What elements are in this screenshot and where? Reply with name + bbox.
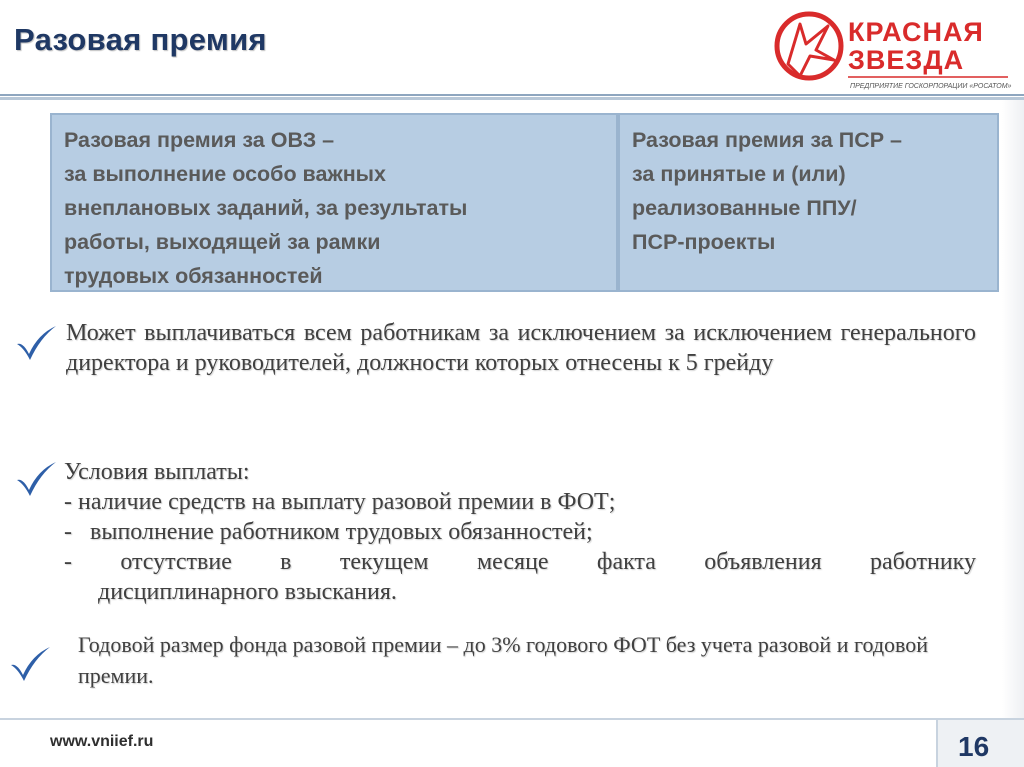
footer-divider [0,718,1024,720]
bullet-conditions [64,457,976,607]
condition-item: - наличие средств на выплату разовой премии в ФОТ; [64,489,616,515]
header-divider [0,97,1024,100]
logo-ring [777,14,841,78]
ovz-line: трудовых обязанностей [64,264,323,288]
condition-item: - выполнение работником трудовых обязанностей; [64,519,593,545]
condition-item: - отсутствие в текущем месяце факта объявления работнику [64,549,976,575]
krasnaya-zvezda-logo [770,6,1020,98]
checkmark-icon [8,643,52,683]
bullet-fund-size: Годовой размер фонда разовой премии – до 3% годового ФОТ без учета разовой и годовой премии. [78,632,929,688]
psr-line: ПСР-проекты [632,230,776,254]
psr-line: реализованные ППУ/ [632,196,857,220]
logo-tagline: ПРЕДПРИЯТИЕ ГОСКОРПОРАЦИИ «РОСАТОМ» [850,83,1012,90]
ovz-line: внеплановых заданий, за результаты [64,196,468,220]
ovz-line: за выполнение особо важных [64,162,386,186]
logo-text-line1: КРАСНАЯ [848,17,984,47]
psr-line: Разовая премия за ПСР – [632,128,902,152]
ovz-bonus-box [50,113,618,292]
footer-url[interactable]: www.vniief.ru [50,733,154,750]
logo-text-line2: ЗВЕЗДА [848,45,965,75]
page-number: 16 [958,731,990,762]
condition-item-continuation: дисциплинарного взыскания. [98,579,397,605]
ovz-line: Разовая премия за ОВЗ – [64,128,335,152]
psr-line: за принятые и (или) [632,162,846,186]
bullet-eligibility: Может выплачиваться всем работникам за исключением за исключением генерального директора и руководителей, должности которых отнесены к 5 грейду [66,320,976,376]
logo-star-icon [788,24,834,76]
ovz-line: работы, выходящей за рамки [64,230,381,254]
checkmark-icon [14,458,58,498]
psr-bonus-box [618,113,999,292]
slide-title: Разовая премия [14,22,267,57]
checkmark-icon [14,322,58,362]
conditions-heading: Условия выплаты: [64,459,250,485]
